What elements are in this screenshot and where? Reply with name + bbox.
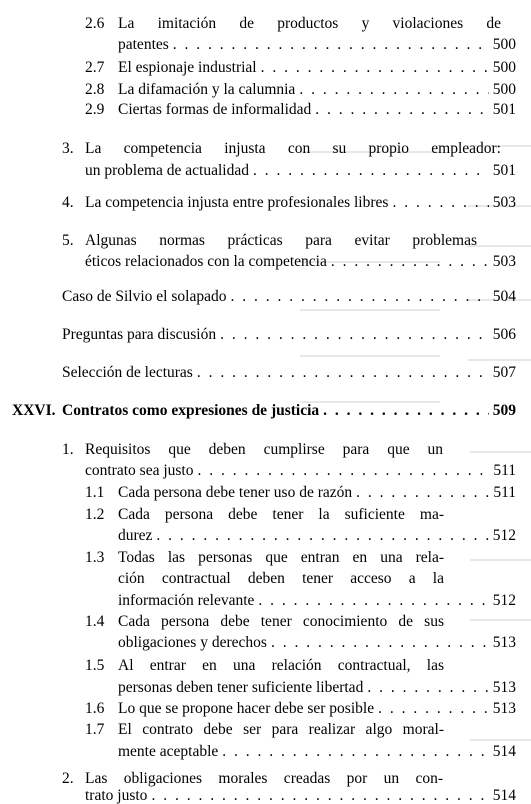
entry-title-line: obligaciones y derechos: [118, 634, 267, 651]
entry-title-line: El contrato debe ser para realizar algo moral-: [118, 721, 444, 738]
entry-number: 2.7: [85, 59, 105, 76]
page-number: 514: [492, 743, 516, 760]
entry-number: 2.6: [85, 15, 105, 32]
entry-title-line: durez: [118, 527, 153, 544]
entry-title-line: un problema de actualidad: [85, 162, 249, 179]
entry-number: 4.: [62, 194, 74, 211]
page-number: 514: [492, 787, 516, 804]
entry-number: 2.8: [85, 81, 105, 98]
dot-leader: [258, 593, 488, 609]
entry-title: La competencia injusta entre profesionales libres: [85, 194, 389, 211]
page-number: 513: [492, 679, 516, 696]
toc-entry-preguntas: [62, 327, 516, 343]
entry-title-line: trato justo: [85, 787, 148, 804]
dot-leader: [156, 528, 488, 544]
page-number: 513: [492, 634, 516, 651]
dot-leader: [299, 82, 488, 98]
entry-title-line: mente aceptable: [118, 743, 219, 760]
page-number: 503: [492, 253, 516, 270]
entry-title-line: La imitación de productos y violaciones de: [118, 15, 501, 32]
entry-title-line: Cada persona debe tener conocimiento de sus: [118, 613, 444, 630]
entry-number: 1.1: [85, 484, 105, 501]
chapter-number: XXVI.: [12, 402, 56, 419]
toc-entry-c1-6: [85, 701, 516, 717]
toc-entry-4: [62, 195, 516, 211]
page-number: 513: [492, 700, 516, 717]
dot-leader: [378, 701, 489, 717]
entry-title-line: Todas las personas que entran en una rela-: [118, 549, 444, 566]
toc-entry-2-9: [85, 102, 516, 118]
entry-number: 1.5: [85, 657, 105, 674]
chapter-title: Contratos como expresiones de justicia: [62, 402, 320, 419]
entry-title-line: Al entrar en una relación contractual, las: [118, 657, 444, 674]
page-number: 503: [492, 194, 516, 211]
entry-title-line: personas deben tener suficiente libertad: [118, 679, 364, 696]
entry-title: El espionaje industrial: [118, 59, 257, 76]
dot-leader: [253, 163, 489, 179]
entry-number: 1.4: [85, 613, 105, 630]
entry-title-line: patentes: [118, 36, 169, 53]
entry-title: Ciertas formas de informalidad: [118, 101, 312, 118]
dot-leader: [222, 744, 488, 760]
entry-title-line: contrato sea justo: [85, 462, 194, 479]
page-number: 500: [492, 59, 516, 76]
entry-title: La difamación y la calumnia: [118, 81, 296, 98]
toc-entry-2-7: [85, 60, 516, 76]
dot-leader: [220, 327, 489, 343]
toc-chapter-xxvi: [12, 403, 516, 419]
dot-leader: [315, 102, 488, 118]
entry-title-line: Algunas normas prácticas para evitar problemas: [85, 232, 477, 249]
entry-title-line: éticos relacionados con la competencia: [85, 253, 327, 270]
toc-entry-seleccion: [62, 365, 516, 381]
entry-number: 2.9: [85, 101, 105, 118]
entry-title: Lo que se propone hacer debe ser posible: [118, 700, 375, 717]
dot-leader: [331, 254, 489, 270]
dot-leader: [173, 37, 489, 53]
page-number: 512: [492, 592, 516, 609]
entry-number: 3.: [62, 140, 74, 157]
entry-title-line: ción contractual deben tener acceso a la: [118, 570, 444, 587]
entry-title: Cada persona debe tener uso de razón: [118, 484, 353, 501]
entry-title-line: La competencia injusta con su propio empleador:: [85, 140, 501, 157]
toc-entry-caso: [62, 289, 516, 305]
entry-title-line: Las obligaciones morales creadas por un con-: [85, 770, 443, 787]
dot-leader: [392, 195, 488, 211]
page-number: 511: [493, 484, 516, 501]
page-number: 509: [492, 402, 516, 419]
dot-leader: [261, 60, 489, 76]
dot-leader: [197, 463, 489, 479]
entry-title-line: Requisitos que deben cumplirse para que un: [85, 441, 443, 458]
page-number: 507: [492, 364, 516, 381]
page-number: 512: [492, 527, 516, 544]
dot-leader: [323, 403, 489, 419]
entry-title: Selección de lecturas: [62, 364, 193, 381]
dot-leader: [271, 635, 489, 651]
page-number: 506: [492, 326, 516, 343]
page-number: 511: [493, 462, 516, 479]
dot-leader: [151, 788, 488, 804]
entry-title: Preguntas para discusión: [62, 326, 217, 343]
dot-leader: [197, 365, 489, 381]
page-number: 504: [492, 288, 516, 305]
entry-number: 1.2: [85, 506, 105, 523]
page-number: 500: [492, 36, 516, 53]
toc-entry-c1-1: [85, 485, 516, 501]
entry-number: 2.: [62, 770, 74, 787]
entry-title: Caso de Silvio el solapado: [62, 288, 227, 305]
page-number: 500: [492, 81, 516, 98]
entry-number: 1.: [62, 441, 74, 458]
entry-number: 1.6: [85, 700, 105, 717]
toc-entry-2-8: [85, 82, 516, 98]
dot-leader: [230, 289, 488, 305]
dot-leader: [356, 485, 489, 501]
entry-number: 1.3: [85, 549, 105, 566]
page-number: 501: [492, 101, 516, 118]
entry-title-line: Cada persona debe tener la suficiente ma-: [118, 506, 444, 523]
entry-number: 5.: [62, 232, 74, 249]
entry-title-line: información relevante: [118, 592, 255, 609]
dot-leader: [367, 680, 488, 696]
entry-number: 1.7: [85, 721, 105, 738]
page-number: 501: [492, 162, 516, 179]
